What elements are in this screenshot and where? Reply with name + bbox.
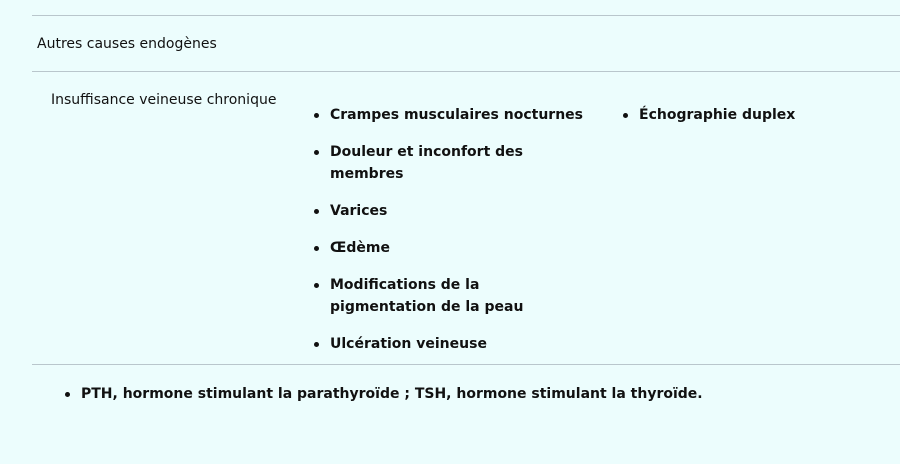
divider-bottom [32,364,900,365]
divider-middle [32,71,900,72]
list-item-symptom: Douleur et inconfort des membres [330,141,590,185]
list-item-diagnosis: Échographie duplex [639,104,889,126]
section-title: Autres causes endogènes [37,36,217,52]
symptoms-list [330,104,590,370]
diagnosis-list [639,104,889,126]
list-item-symptom: Modifications de la pigmentation de la peau [330,274,590,318]
footnote-list [81,383,881,405]
row-label: Insuffisance veineuse chronique [51,92,277,108]
divider-top [32,15,900,16]
footnote-item: PTH, hormone stimulant la parathyroïde ; TSH, hormone stimulant la thyroïde. [81,383,881,405]
list-item-symptom: Œdème [330,237,590,259]
list-item-symptom: Varices [330,200,590,222]
list-item-symptom: Crampes musculaires nocturnes [330,104,590,126]
list-item-symptom: Ulcération veineuse [330,333,590,355]
